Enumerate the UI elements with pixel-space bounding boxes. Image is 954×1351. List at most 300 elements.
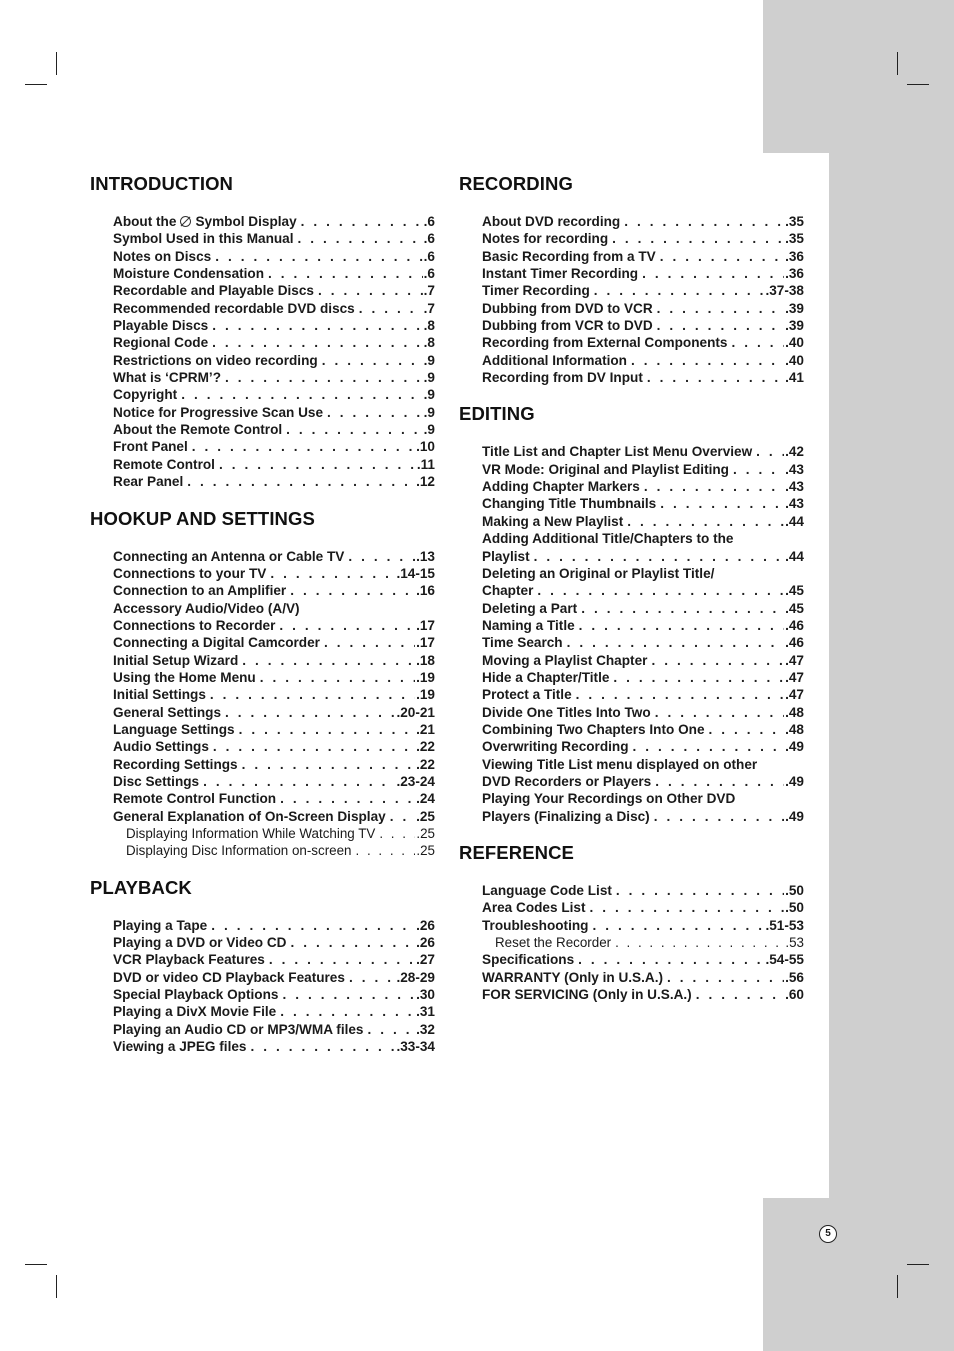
dot-leader (534, 548, 784, 565)
toc-entry-list (113, 213, 435, 491)
toc-entry-title: VCR Playback Features (113, 952, 265, 968)
toc-entry-page: .43 (785, 479, 804, 495)
toc-entry[interactable] (482, 934, 804, 951)
toc-entry[interactable] (113, 634, 435, 651)
toc-entry-title-part: Symbol Display (195, 214, 297, 229)
toc-entry[interactable] (113, 265, 435, 282)
toc-entry-title: Remote Control Function (113, 791, 277, 807)
toc-entry-title: Displaying Information While Watching TV (126, 826, 376, 841)
toc-entry-title: Basic Recording from a TV (482, 248, 656, 264)
dot-leader (301, 213, 423, 230)
toc-entry-title: Viewing a JPEG files (113, 1039, 247, 1055)
toc-entry[interactable] (482, 773, 804, 790)
toc-entry-page: .39 (785, 318, 804, 334)
crop-mark (25, 1264, 47, 1265)
toc-entry[interactable] (113, 600, 435, 617)
toc-entry-page: .9 (423, 370, 435, 386)
toc-entry-title: Players (Finalizing a Disc) (482, 808, 650, 824)
toc-entry-title: Playing a DivX Movie File (113, 1004, 277, 1020)
toc-entry[interactable] (482, 721, 804, 738)
dot-leader (213, 738, 415, 755)
toc-entry[interactable] (482, 282, 804, 299)
dot-leader (731, 334, 784, 351)
toc-entry-title: Naming a Title (482, 617, 575, 633)
toc-entry-title: DVD Recorders or Players (482, 773, 652, 789)
toc-entry-title: What is ‘CPRM’? (113, 370, 221, 386)
toc-entry[interactable] (482, 600, 804, 617)
dot-leader (260, 669, 415, 686)
toc-entry-title: Rear Panel (113, 474, 184, 490)
toc-entry-page: .42 (785, 444, 804, 460)
toc-entry-title: Overwriting Recording (482, 739, 629, 755)
toc-section-hookup-and-settings (90, 507, 435, 860)
crop-mark (897, 1275, 898, 1298)
toc-section-editing (459, 402, 804, 825)
toc-entry-page: .37-38 (765, 283, 804, 299)
toc-entry-page: .16 (416, 583, 435, 599)
toc-entry-title: DVD or video CD Playback Features (113, 969, 345, 985)
toc-entry-list (482, 213, 804, 386)
toc-entry-title: Language Settings (113, 721, 235, 737)
dot-leader (242, 652, 415, 669)
crop-mark (907, 1264, 929, 1265)
toc-entry-page: .49 (785, 808, 804, 824)
toc-entry-title: Playlist (482, 548, 530, 564)
crop-mark (897, 52, 898, 75)
toc-entry-title: Troubleshooting (482, 917, 589, 933)
toc-entry-title: Using the Home Menu (113, 669, 256, 685)
dot-leader (657, 300, 784, 317)
page-number: 5 (819, 1225, 837, 1243)
toc-entry-title: Language Code List (482, 883, 612, 898)
toc-entry-page: .48 (785, 721, 804, 737)
toc-entry[interactable] (113, 738, 435, 755)
dot-leader (592, 917, 764, 934)
section-heading: EDITING (459, 403, 535, 425)
toc-entry-title: Playable Discs (113, 318, 209, 334)
toc-entry-title: Adding Additional Title/Chapters to the (482, 531, 734, 547)
toc-entry-title: Connections to Recorder (113, 617, 276, 633)
toc-entry-title: General Settings (113, 704, 222, 720)
toc-entry-page: .18 (416, 652, 435, 668)
toc-entry-page: .49 (785, 773, 804, 789)
toc-entry-title: Recording Settings (113, 756, 238, 772)
toc-entry-title: Recordable and Playable Discs (113, 283, 314, 299)
toc-section-reference (459, 841, 804, 1003)
toc-right-column (459, 172, 804, 1003)
toc-entry-title: Audio Settings (113, 739, 209, 755)
toc-entry-title: Divide One Titles Into Two (482, 704, 651, 720)
toc-entry-title: Making a New Playlist (482, 513, 624, 529)
toc-entry-page: .6 (423, 214, 435, 229)
toc-entry-title: Symbol Used in this Manual (113, 231, 294, 247)
dot-leader (279, 617, 415, 634)
dot-leader (212, 317, 422, 334)
toc-section-recording (459, 172, 804, 386)
toc-entry[interactable] (482, 790, 804, 807)
toc-entry-page: .26 (416, 917, 435, 933)
toc-entry-title: Disc Settings (113, 773, 200, 789)
dot-leader (579, 617, 784, 634)
toc-entry[interactable] (482, 461, 804, 478)
toc-entry-page: .17 (416, 617, 435, 633)
dot-leader (733, 461, 784, 478)
toc-entry-page: .6 (423, 248, 435, 264)
toc-entry[interactable] (113, 213, 435, 230)
dot-leader (537, 582, 784, 599)
toc-entry-title: Notes on Discs (113, 248, 212, 264)
toc-entry[interactable] (113, 548, 435, 565)
toc-entry-page: .30 (416, 987, 435, 1003)
toc-entry-page: .49 (785, 739, 804, 755)
dot-leader (239, 721, 415, 738)
toc-entry-page: .25 (416, 808, 435, 824)
dot-leader (270, 565, 395, 582)
toc-entry[interactable] (482, 265, 804, 282)
toc-entry-page: .21 (416, 721, 435, 737)
dot-leader (192, 438, 415, 455)
toc-entry-title: Connection to an Amplifier (113, 583, 287, 599)
toc-entry-page: .23-24 (396, 773, 435, 789)
toc-entry[interactable] (482, 582, 804, 599)
toc-entry-page: .22 (416, 739, 435, 755)
dot-leader (280, 1003, 415, 1020)
toc-entry-title: Timer Recording (482, 283, 590, 299)
toc-entry[interactable] (113, 951, 435, 968)
toc-entry-list (113, 548, 435, 860)
toc-entry-page: .46 (785, 617, 804, 633)
toc-entry[interactable] (482, 213, 804, 230)
toc-entry[interactable] (113, 1021, 435, 1038)
toc-entry-page: .43 (785, 496, 804, 512)
toc-entry-page: .32 (416, 1021, 435, 1037)
toc-entry-title: Remote Control (113, 456, 215, 472)
toc-entry[interactable] (482, 443, 804, 460)
dot-leader (627, 513, 784, 530)
dot-leader (644, 478, 784, 495)
toc-entry-title: Playing a DVD or Video CD (113, 935, 287, 951)
toc-entry-title: Chapter (482, 583, 534, 599)
dot-leader (612, 230, 784, 247)
dot-leader (181, 386, 422, 403)
toc-entry[interactable] (113, 248, 435, 265)
toc-entry[interactable] (482, 756, 804, 773)
crop-mark (56, 1275, 57, 1298)
toc-entry-page: .47 (785, 669, 804, 685)
dot-leader (578, 951, 764, 968)
toc-entry-title: Reset the Recorder (495, 935, 612, 951)
toc-entry[interactable] (482, 738, 804, 755)
toc-entry[interactable] (482, 704, 804, 721)
toc-entry-page: .54-55 (765, 952, 804, 968)
toc-entry[interactable] (113, 986, 435, 1003)
dot-leader (359, 300, 423, 317)
toc-entry-page: .33-34 (396, 1039, 435, 1055)
side-band-right (829, 0, 954, 1351)
toc-entry[interactable] (482, 669, 804, 686)
toc-entry-page: .40 (785, 352, 804, 368)
toc-entry[interactable] (482, 352, 804, 369)
toc-entry-list (482, 882, 804, 1003)
toc-entry-title: Notice for Progressive Scan Use (113, 404, 324, 420)
toc-entry-page: .28-29 (396, 969, 435, 985)
toc-entry[interactable] (113, 386, 435, 403)
toc-entry-page: .9 (423, 387, 435, 403)
toc-entry[interactable] (482, 634, 804, 651)
toc-entry[interactable] (113, 842, 435, 859)
toc-entry-title: General Explanation of On-Screen Display (113, 808, 386, 824)
toc-entry-page: .9 (423, 422, 435, 438)
toc-entry-page: .50 (785, 900, 804, 916)
toc-entry[interactable] (482, 530, 804, 547)
toc-entry-title: Recording from External Components (482, 335, 728, 351)
dot-leader (187, 473, 415, 490)
toc-entry-title: WARRANTY (Only in U.S.A.) (482, 969, 663, 985)
dot-leader (368, 1021, 416, 1038)
toc-entry[interactable] (113, 352, 435, 369)
toc-entry[interactable] (482, 951, 804, 968)
toc-entry-title: Deleting an Original or Playlist Title/ (482, 565, 715, 581)
toc-entry-title: Special Playback Options (113, 987, 279, 1003)
toc-entry[interactable] (482, 495, 804, 512)
toc-entry-page: .22 (416, 756, 435, 772)
toc-entry[interactable] (113, 773, 435, 790)
toc-entry-page: .48 (785, 704, 804, 720)
side-band-bottom (763, 1198, 954, 1351)
toc-entry[interactable] (482, 317, 804, 334)
toc-entry-page: .36 (785, 248, 804, 264)
toc-entry[interactable] (113, 669, 435, 686)
toc-entry-title: Title List and Chapter List Menu Overview (482, 444, 753, 460)
crop-mark (56, 52, 57, 75)
toc-entry[interactable] (113, 404, 435, 421)
toc-entry[interactable] (482, 300, 804, 317)
dot-leader (390, 808, 415, 825)
toc-entry-title: Changing Title Thumbnails (482, 496, 657, 512)
toc-entry-page: .40 (785, 335, 804, 351)
toc-entry-title: Instant Timer Recording (482, 266, 639, 282)
toc-entry[interactable] (482, 565, 804, 582)
toc-entry-page: .14-15 (396, 565, 435, 581)
toc-entry-page: .19 (416, 669, 435, 685)
toc-entry-title: Displaying Disc Information on-screen (126, 843, 352, 859)
dot-leader (567, 634, 784, 651)
toc-entry-page: .27 (416, 952, 435, 968)
toc-entry-title: About the Remote Control (113, 422, 283, 438)
toc-entry[interactable] (113, 1003, 435, 1020)
toc-entry-title: Playing a Tape (113, 917, 208, 933)
toc-entry[interactable] (482, 652, 804, 669)
dot-leader (356, 842, 416, 859)
dot-leader (242, 756, 415, 773)
dot-leader (576, 686, 784, 703)
toc-entry-title: Notes for recording (482, 231, 609, 247)
toc-entry[interactable] (113, 790, 435, 807)
toc-entry-title: About DVD recording (482, 214, 621, 229)
toc-entry[interactable] (113, 334, 435, 351)
dot-leader (655, 704, 784, 721)
toc-entry-title: Specifications (482, 952, 575, 968)
dot-leader (756, 443, 784, 460)
dot-leader (642, 265, 784, 282)
toc-entry-page: .8 (423, 335, 435, 351)
toc-entry-title: Initial Settings (113, 687, 206, 703)
dot-leader (657, 317, 784, 334)
toc-entry-page: .47 (785, 687, 804, 703)
toc-entry[interactable] (482, 969, 804, 986)
section-heading: RECORDING (459, 173, 573, 194)
toc-entry-title: Protect a Title (482, 687, 572, 703)
toc-entry-list (113, 917, 435, 1056)
dot-leader (660, 495, 784, 512)
section-heading: PLAYBACK (90, 876, 192, 898)
toc-entry-page: .39 (785, 300, 804, 316)
toc-entry[interactable] (113, 756, 435, 773)
toc-entry[interactable] (113, 825, 435, 842)
toc-entry[interactable] (113, 617, 435, 634)
dot-leader (667, 969, 784, 986)
dot-leader (212, 334, 422, 351)
toc-entry-title: Combining Two Chapters Into One (482, 721, 705, 737)
dot-leader (581, 600, 784, 617)
section-heading: INTRODUCTION (90, 173, 234, 194)
toc-entry-page: .12 (416, 474, 435, 490)
toc-entry[interactable] (482, 513, 804, 530)
toc-entry[interactable] (482, 917, 804, 934)
dot-leader (349, 969, 396, 986)
toc-entry[interactable] (482, 808, 804, 825)
toc-entry[interactable] (113, 230, 435, 247)
toc-entry-page: .36 (785, 266, 804, 282)
dot-leader (269, 951, 415, 968)
toc-entry-page: .25 (416, 843, 435, 859)
toc-entry[interactable] (113, 565, 435, 582)
toc-entry[interactable] (113, 421, 435, 438)
toc-entry[interactable] (482, 248, 804, 265)
dot-leader (615, 934, 784, 951)
toc-entry-title: Additional Information (482, 352, 627, 368)
toc-entry[interactable] (113, 582, 435, 599)
toc-entry-page: .44 (785, 548, 804, 564)
dot-leader (210, 686, 415, 703)
dot-leader (654, 808, 784, 825)
toc-entry[interactable] (482, 334, 804, 351)
toc-entry[interactable] (113, 300, 435, 317)
toc-entry-page: .31 (416, 1004, 435, 1020)
toc-entry[interactable] (113, 317, 435, 334)
dot-leader (613, 669, 784, 686)
toc-entry[interactable] (113, 456, 435, 473)
toc-entry-title: Front Panel (113, 439, 188, 455)
toc-entry-page: .7 (423, 283, 435, 299)
toc-entry[interactable] (113, 652, 435, 669)
dot-leader (348, 548, 415, 565)
crop-mark (907, 84, 929, 85)
toc-entry[interactable] (482, 882, 804, 899)
toc-entry-title: Time Search (482, 635, 563, 651)
toc-entry-page: .47 (785, 652, 804, 668)
toc-entry-page: .35 (785, 214, 804, 229)
dot-leader (379, 825, 415, 842)
toc-entry-title: Hide a Chapter/Title (482, 669, 610, 685)
dot-leader (327, 404, 423, 421)
dot-leader (318, 282, 423, 299)
toc-entry-title: Moving a Playlist Chapter (482, 652, 648, 668)
dot-leader (211, 917, 415, 934)
toc-entry-title: Viewing Title List menu displayed on other (482, 756, 758, 772)
toc-entry[interactable] (113, 473, 435, 490)
toc-entry-title: Connecting an Antenna or Cable TV (113, 548, 345, 564)
toc-entry[interactable] (482, 230, 804, 247)
toc-entry-title: Playing an Audio CD or MP3/WMA files (113, 1021, 364, 1037)
toc-entry[interactable] (113, 721, 435, 738)
dot-leader (280, 790, 415, 807)
toc-entry-title: Restrictions on video recording (113, 352, 318, 368)
toc-entry[interactable] (113, 686, 435, 703)
toc-entry-title: Connections to your TV (113, 565, 267, 581)
dot-leader (696, 986, 784, 1003)
section-heading: REFERENCE (459, 842, 574, 863)
toc-entry-title: Connecting a Digital Camcorder (113, 635, 320, 651)
toc-entry[interactable] (482, 986, 804, 1003)
toc-entry[interactable] (113, 1038, 435, 1055)
toc-entry[interactable] (113, 704, 435, 721)
dot-leader (594, 282, 765, 299)
toc-entry[interactable] (113, 934, 435, 951)
toc-left-column (90, 172, 435, 1055)
dot-leader (647, 369, 784, 386)
toc-entry[interactable] (482, 548, 804, 565)
toc-entry[interactable] (113, 369, 435, 386)
toc-entry-page: .60 (785, 987, 804, 1003)
toc-entry[interactable] (482, 617, 804, 634)
toc-entry[interactable] (113, 808, 435, 825)
toc-entry-page: .24 (416, 791, 435, 807)
toc-entry-page: .7 (423, 300, 435, 316)
toc-entry[interactable] (482, 369, 804, 386)
toc-entry-title: VR Mode: Original and Playlist Editing (482, 461, 729, 477)
toc-entry-title: Recording from DV Input (482, 370, 643, 386)
toc-entry-title: Accessory Audio/Video (A/V) (113, 600, 300, 616)
dot-leader (282, 986, 415, 1003)
dot-leader (215, 248, 422, 265)
toc-entry-title: Area Codes List (482, 900, 586, 916)
toc-entry-page: .11 (416, 456, 435, 472)
toc-entry[interactable] (482, 899, 804, 916)
toc-entry[interactable] (482, 686, 804, 703)
toc-entry[interactable] (113, 282, 435, 299)
toc-entry-title: FOR SERVICING (Only in U.S.A.) (482, 987, 692, 1003)
toc-entry-title-part: About the (113, 214, 177, 229)
section-heading: HOOKUP AND SETTINGS (90, 507, 315, 529)
dot-leader (298, 230, 423, 247)
dot-leader (290, 582, 415, 599)
toc-entry[interactable] (113, 969, 435, 986)
toc-entry-page: .44 (785, 513, 804, 529)
dot-leader (616, 882, 784, 899)
toc-entry-page: .25 (416, 826, 435, 841)
toc-entry-page: .20-21 (396, 704, 435, 720)
toc-entry-page: .45 (785, 583, 804, 599)
toc-entry-title: Dubbing from VCR to DVD (482, 318, 653, 334)
dot-leader (624, 213, 784, 230)
dot-leader (219, 456, 416, 473)
toc-entry-title: Adding Chapter Markers (482, 479, 640, 495)
dot-leader (590, 899, 785, 916)
toc-entry[interactable] (113, 917, 435, 934)
toc-entry[interactable] (113, 438, 435, 455)
toc-entry[interactable] (482, 478, 804, 495)
